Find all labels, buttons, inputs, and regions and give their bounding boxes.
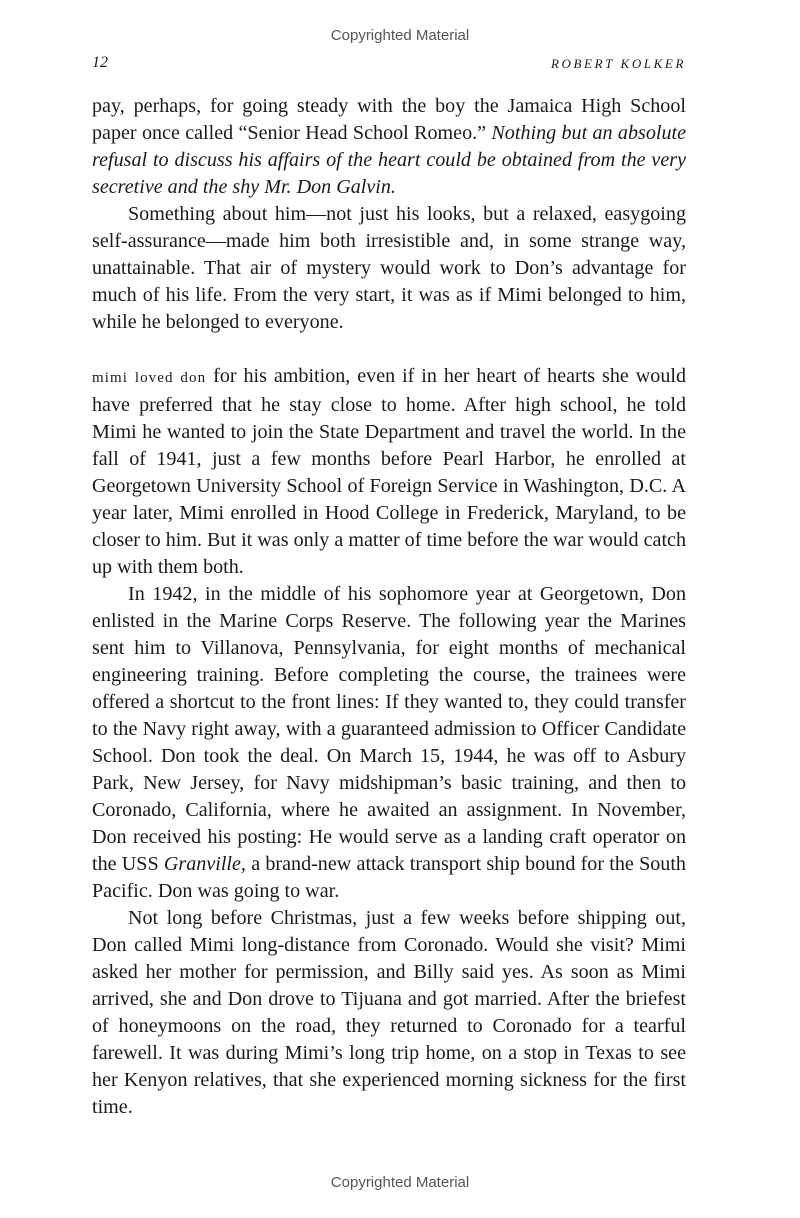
paragraph-4 [92,581,686,905]
copyright-watermark-bottom: Copyrighted Material [330,1174,470,1191]
ship-name: Granville, [163,853,246,875]
paragraph-4-text-b: a brand-new attack transport ship bound for the South Pacific. Don was going to war. [92,853,686,902]
page-number: 12 [92,54,108,71]
paragraph-3-text: for his ambition, even if in her heart of hearts she would have preferred that he stay close to home. After high school, he told Mimi he wanted to join the State Department and travel the world. In the fall of 1941, just a few months before Pearl Harbor, he enrolled at Georgetown University School of Foreign Service in Washington, D.C. A year later, Mimi enrolled in Hood College in Frederick, Maryland, to be closer to him. But it was only a matter of time before the war would catch up with them both. [92,365,686,578]
paragraph-1 [92,93,686,201]
paragraph-1-quote: Nothing but an absolute refusal to discuss his affairs of the heart could be obtained from the very secretive and the shy Mr. Don Galvin. [92,122,687,198]
running-head [92,54,686,76]
section-lead-in: mimi loved don [92,370,207,386]
paragraph-4-text-a: In 1942, in the middle of his sophomore year at Georgetown, Don enlisted in the Marine Corps Reserve. The following year the Marines sent him to Villanova, Pennsylvania, for eight months of mechanical engineering training. Before completing the course, the trainees were offered a shortcut to the front lines: If they wanted to, they could transfer to the Navy right away, with a guaranteed admission to Officer Candidate School. Don took the deal. On March 15, 1944, he was off to Asbury Park, New Jersey, for Navy midshipman’s basic training, and then to Coronado, California, where he awaited an assignment. In November, Don received his posting: He would serve as a landing craft operator on the USS [92,583,686,875]
paragraph-2: Something about him—not just his looks, but a relaxed, easygoing self-assurance—made him both irresistible and, in some strange way, unattainable. That air of mystery would work to Don’s advantage for much of his life. From the very start, it was as if Mimi belonged to him, while he belonged to everyone. [92,203,686,333]
copyright-watermark-top: Copyrighted Material [330,27,470,44]
paragraph-1-text: pay, perhaps, for going steady with the boy the Jamaica High School paper once called “Senior Head School Romeo.” [92,95,686,144]
paragraph-3 [92,363,686,581]
paragraph-5: Not long before Christmas, just a few weeks before shipping out, Don called Mimi long-distance from Coronado. Would she visit? Mimi asked her mother for permission, and Billy said yes. As soon as Mimi arrived, she and Don drove to Tijuana and got married. After the briefest of honeymoons on the road, they returned to Coronado for a tearful farewell. It was during Mimi’s long trip home, on a stop in Texas to see her Kenyon relatives, that she experienced morning sickness for the first time. [92,907,686,1118]
body-text [92,93,686,1121]
author-name: ROBERT KOLKER [550,56,686,71]
